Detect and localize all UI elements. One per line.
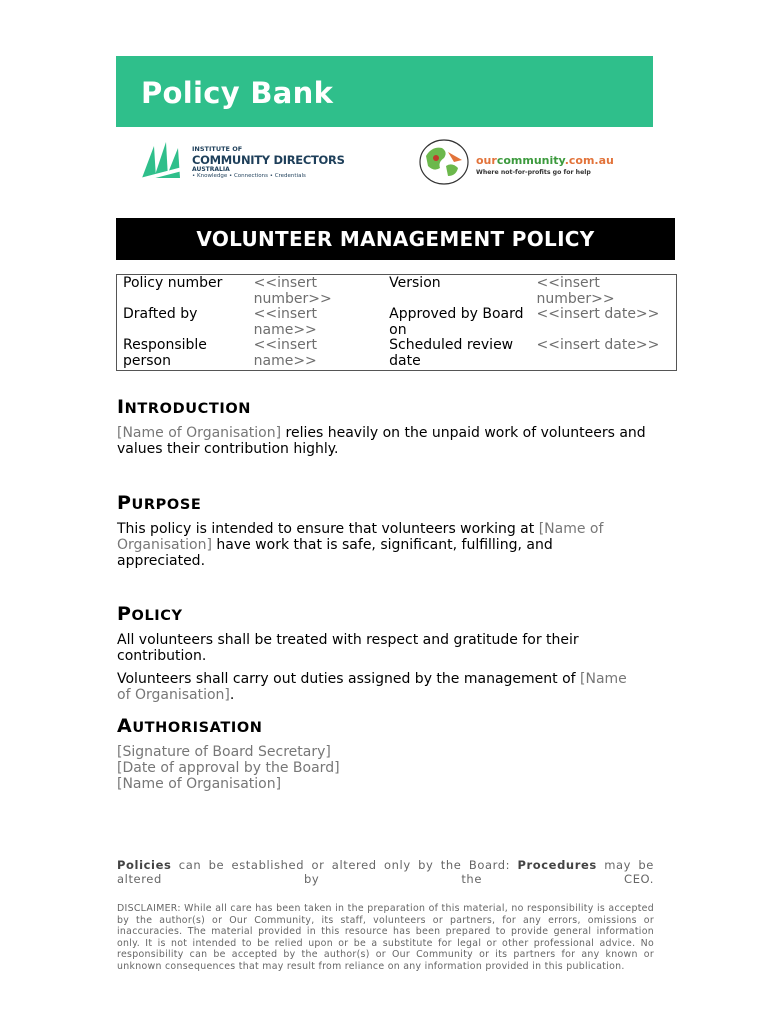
review-date-label: Scheduled review date (389, 337, 514, 369)
table-row (117, 307, 677, 338)
heading-rest: URPOSE (131, 497, 202, 513)
drafted-by-value: <<insert name>> (253, 306, 318, 338)
policy-bank-banner (116, 56, 653, 127)
banner-title: Policy Bank (141, 76, 334, 110)
policies-procedures-note (117, 858, 654, 886)
introduction-heading (117, 396, 251, 418)
approved-by-value: <<insert date>> (536, 306, 660, 322)
purpose-text (117, 521, 617, 569)
icd-line4: • Knowledge • Connections • Credentials (192, 173, 306, 179)
drafted-by-label: Drafted by (123, 306, 198, 322)
heading-initial: A (117, 715, 133, 737)
heading-initial: P (117, 492, 132, 514)
oc-url-main: community (496, 154, 565, 167)
icd-line1: INSTITUTE OF (192, 145, 243, 153)
disclaimer: DISCLAIMER: While all care has been taken in the preparation of this material, no responsibility is accepted by the author(s) or Our Community, its staff, volunteers or partners, for any errors, omissions or inaccuracies. The material provided in this resource has been prepared to provide general information only. It is not intended to be relied upon or be a substitute for legal or other professional advice. No responsibility can be accepted by the author(s) or Our Community or its partners for any known or unknown consequences that may result from reliance on any information provided in this publication. (117, 903, 654, 972)
authorisation-signature-line: [Signature of Board Secretary] (117, 744, 331, 760)
table-row (117, 275, 677, 308)
policy-heading (117, 603, 183, 625)
purpose-body-end: have work that is safe, significant, fulfilling, and appreciated. (117, 537, 553, 569)
org-placeholder: [Name of Organisation] (117, 425, 282, 441)
policy-body-start: Volunteers shall carry out duties assigned by the management of (117, 671, 581, 687)
icd-logo (140, 136, 370, 184)
document-title: VOLUNTEER MANAGEMENT POLICY (116, 218, 675, 260)
policy-number-value: <<insert number>> (253, 275, 332, 307)
version-label: Version (389, 275, 441, 291)
purpose-body-start: This policy is intended to ensure that volunteers working at (117, 521, 539, 537)
ourcommunity-tagline: Where not-for-profits go for help (476, 169, 591, 176)
policy-info-table (116, 274, 677, 371)
review-date-value: <<insert date>> (536, 337, 660, 353)
heading-rest: NTRODUCTION (124, 401, 251, 417)
ourcommunity-url (476, 154, 614, 167)
policy-number-label: Policy number (123, 275, 223, 291)
icd-line3: AUSTRALIA (192, 166, 230, 173)
version-value: <<insert number>> (536, 275, 615, 307)
purpose-heading (117, 492, 201, 514)
heading-initial: I (117, 396, 125, 418)
policy-body-end: . (229, 687, 235, 703)
responsible-person-value: <<insert name>> (253, 337, 318, 369)
org-placeholder: [Name of Organisation] (117, 671, 627, 703)
responsible-person-label: Responsible person (123, 337, 207, 369)
authorisation-date-line: [Date of approval by the Board] (117, 760, 340, 776)
procedures-word: Procedures (517, 858, 597, 872)
policy-text-1: All volunteers shall be treated with respect and gratitude for their contribution. (117, 632, 579, 664)
introduction-body: relies heavily on the unpaid work of volunteers and values their contribution highly. (117, 425, 646, 457)
heading-rest: UTHORISATION (132, 720, 263, 736)
oc-url-prefix: our (476, 154, 497, 167)
policy-text-2 (117, 671, 642, 703)
ourcommunity-globe-icon (418, 138, 470, 186)
approved-by-label: Approved by Board on (389, 306, 524, 338)
icd-line2: COMMUNITY DIRECTORS (192, 153, 345, 167)
authorisation-heading (117, 715, 263, 737)
note-end: may be altered by the CEO. (117, 858, 654, 886)
table-row (117, 338, 677, 371)
heading-rest: OLICY (131, 608, 183, 624)
authorisation-org-line: [Name of Organisation] (117, 776, 282, 792)
note-middle: can be established or altered only by the Board: (171, 858, 518, 872)
oc-url-suffix: .com.au (564, 154, 614, 167)
ourcommunity-logo (418, 138, 643, 186)
icd-logo-mark-icon (140, 138, 188, 182)
heading-initial: P (117, 603, 132, 625)
introduction-text (117, 425, 647, 457)
policies-word: Policies (117, 858, 172, 872)
org-placeholder: [Name of Organisation] (117, 521, 604, 553)
